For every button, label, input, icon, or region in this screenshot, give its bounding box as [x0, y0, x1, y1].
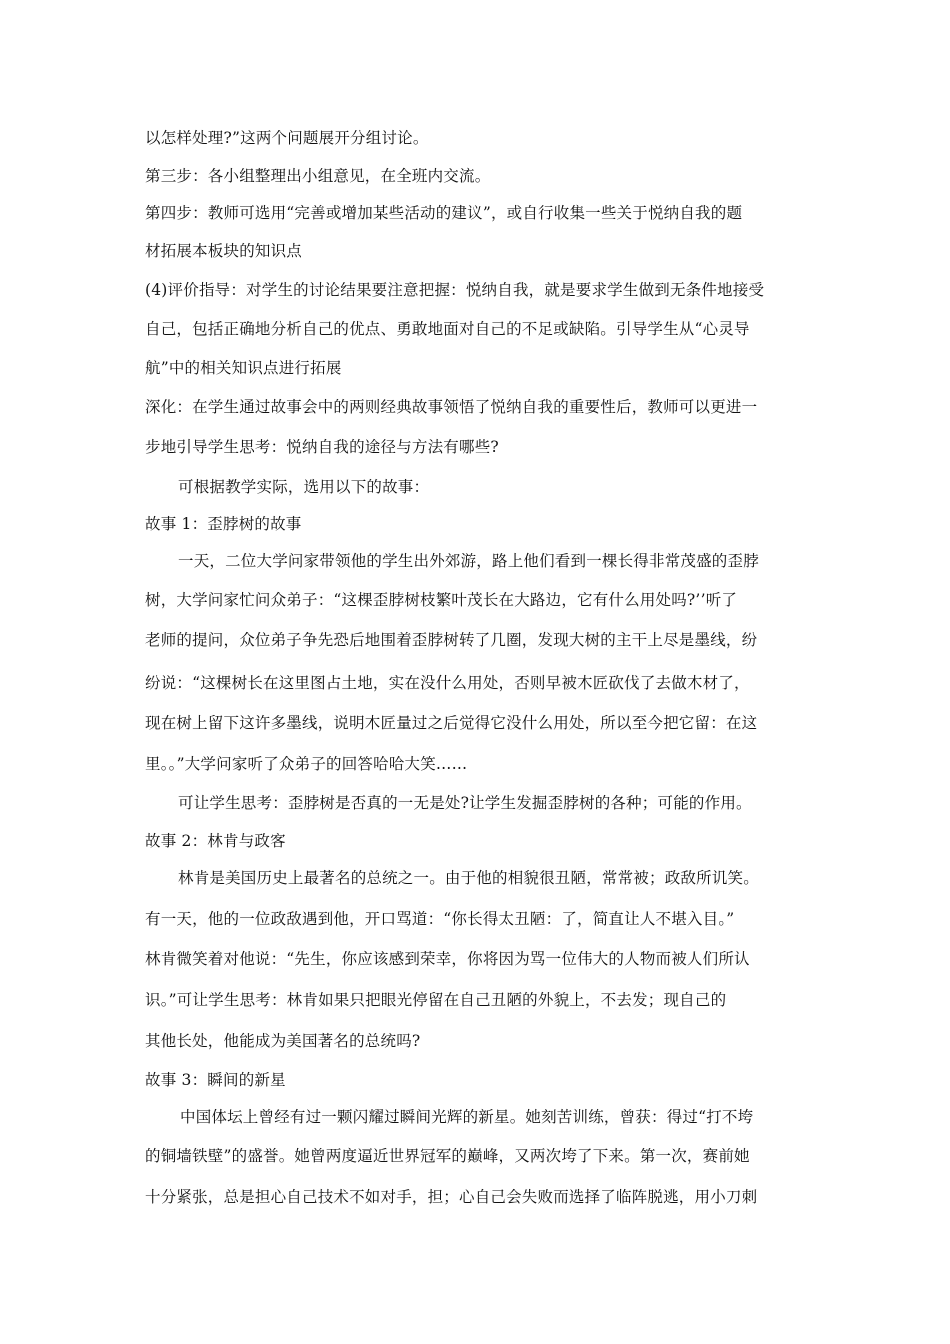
text-line: 可让学生思考：歪脖树是否真的一无是处?让学生发掘歪脖树的各种；可能的作用。	[178, 794, 752, 812]
text-line: 第四步：教师可选用“完善或增加某些活动的建议”，或自行收集一些关于悦纳自我的题	[145, 204, 743, 222]
text-line: 的铜墙铁壁”的盛誉。她曾两度逼近世界冠军的巅峰，又两次垮了下来。第一次，赛前她	[145, 1147, 750, 1165]
text-line: (4)评价指导：对学生的讨论结果要注意把握：悦纳自我，就是要求学生做到无条件地接受	[145, 281, 765, 299]
text-line: 林肯微笑着对他说：“先生，你应该感到荣幸，你将因为骂一位伟大的人物而被人们所认	[145, 950, 750, 968]
section-heading: 故事 2：林肯与政客	[145, 832, 286, 850]
text-line: 材拓展本板块的知识点	[145, 242, 303, 260]
text-line: 现在树上留下这许多墨线，说明木匠量过之后觉得它没什么用处，所以至今把它留：在这	[145, 714, 758, 732]
text-line: 树，大学问家忙问众弟子：“这棵歪脖树枝繁叶茂长在大路边，它有什么用处吗?’’听了	[145, 591, 738, 609]
text-line: 有一天，他的一位政敌遇到他，开口骂道：“你长得太丑陋：了，简直让人不堪入目。”	[145, 910, 735, 928]
text-line: 中国体坛上曾经有过一颗闪耀过瞬间光辉的新星。她刻苦训练，曾获：得过“打不垮	[180, 1108, 754, 1126]
text-line: 自己，包括正确地分析自己的优点、勇敢地面对自己的不足或缺陷。引导学生从“心灵导	[145, 320, 750, 338]
section-heading: 故事 3：瞬间的新星	[145, 1071, 286, 1089]
text-line: 其他长处，他能成为美国著名的总统吗?	[145, 1032, 421, 1050]
text-line: 可根据教学实际，选用以下的故事：	[178, 478, 430, 496]
text-line: 步地引导学生思考：悦纳自我的途径与方法有哪些?	[145, 438, 499, 456]
text-line: 里。。”大学问家听了众弟子的回答哈哈大笑……	[145, 755, 468, 773]
text-line: 林肯是美国历史上最著名的总统之一。由于他的相貌很丑陋，常常被；政敌所讥笑。	[178, 869, 759, 887]
text-line: 一天，二位大学问家带领他的学生出外郊游，路上他们看到一棵长得非常茂盛的歪脖	[178, 552, 759, 570]
text-line: 以怎样处理?”这两个问题展开分组讨论。	[145, 129, 429, 147]
text-line: 第三步：各小组整理出小组意见，在全班内交流。	[145, 167, 491, 185]
text-line: 深化：在学生通过故事会中的两则经典故事领悟了悦纳自我的重要性后，教师可以更进一	[145, 398, 758, 416]
text-line: 纷说：“这棵树长在这里图占土地，实在没什么用处，否则早被木匠砍伐了去做木材了，	[145, 674, 750, 692]
section-heading: 故事 1：歪脖树的故事	[145, 515, 302, 533]
text-line: 识。”可让学生思考：林肯如果只把眼光停留在自己丑陋的外貌上，不去发；现自己的	[145, 991, 727, 1009]
text-line: 十分紧张，总是担心自己技术不如对手，担；心自己会失败而选择了临阵脱逃，用小刀刺	[145, 1188, 758, 1206]
text-line: 航”中的相关知识点进行拓展	[145, 359, 342, 377]
text-line: 老师的提问，众位弟子争先恐后地围着歪脖树转了几圈，发现大树的主干上尽是墨线，纷	[145, 631, 758, 649]
